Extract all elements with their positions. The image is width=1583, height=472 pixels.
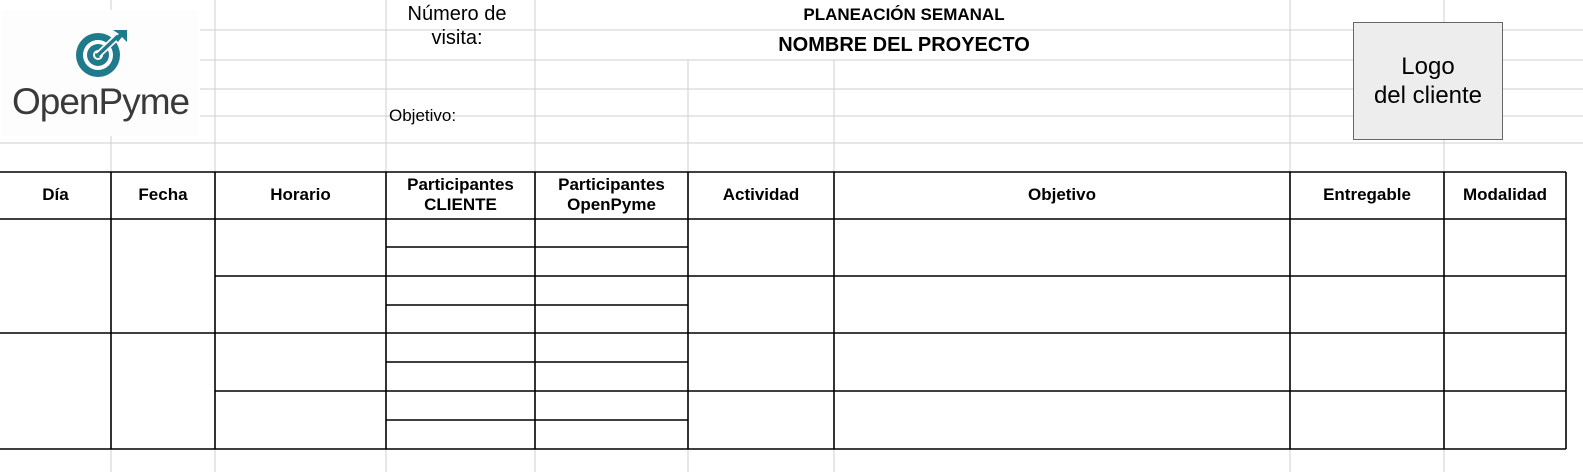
cell-participantes-openpyme[interactable] [535, 305, 688, 333]
cell-actividad[interactable] [688, 276, 834, 333]
cell-entregable[interactable] [1290, 333, 1444, 391]
cell-fecha-2[interactable] [111, 333, 215, 449]
cell-participantes-openpyme[interactable] [535, 247, 688, 276]
cell-participantes-openpyme[interactable] [535, 333, 688, 362]
column-header-modalidad: Modalidad [1462, 185, 1548, 204]
visit-label-line2: visita: [431, 27, 483, 49]
column-header-horario: Horario [270, 185, 331, 204]
column-header-dia: Día [42, 185, 69, 204]
cell-participantes-openpyme[interactable] [535, 276, 688, 305]
plan-title: PLANEACIÓN SEMANAL [803, 5, 1005, 24]
cell-participantes-cliente[interactable] [386, 420, 535, 449]
cell-horario[interactable] [215, 219, 386, 276]
cell-horario[interactable] [215, 391, 386, 449]
cell-objetivo[interactable] [834, 391, 1290, 449]
column-header-participantes-cliente [386, 172, 535, 218]
cell-fecha-1[interactable] [111, 219, 215, 333]
cell-participantes-cliente[interactable] [386, 391, 535, 420]
cell-participantes-cliente[interactable] [386, 305, 535, 333]
column-header-fecha: Fecha [138, 185, 188, 204]
cell-modalidad[interactable] [1444, 391, 1566, 449]
visit-label-line1: Número de [407, 3, 507, 25]
cell-objetivo[interactable] [834, 219, 1290, 276]
cell-horario[interactable] [215, 333, 386, 391]
header-line: OpenPyme [567, 195, 656, 214]
cell-dia-2[interactable] [0, 333, 111, 449]
column-header-entregable: Entregable [1323, 185, 1411, 204]
objective-label: Objetivo: [389, 106, 457, 125]
cell-participantes-openpyme[interactable] [535, 391, 688, 420]
cell-objetivo[interactable] [834, 333, 1290, 391]
cell-participantes-cliente[interactable] [386, 333, 535, 362]
cell-participantes-openpyme[interactable] [535, 362, 688, 391]
header-line: CLIENTE [424, 195, 497, 214]
cell-objetivo[interactable] [834, 276, 1290, 333]
cell-entregable[interactable] [1290, 219, 1444, 276]
brand-name: OpenPyme [12, 81, 190, 122]
cell-modalidad[interactable] [1444, 219, 1566, 276]
project-title: NOMBRE DEL PROYECTO [778, 34, 1030, 56]
column-header-participantes-openpyme [535, 172, 688, 218]
header-line: Participantes [407, 175, 514, 194]
cell-modalidad[interactable] [1444, 333, 1566, 391]
header-line: Participantes [558, 175, 665, 194]
client-logo-line2: del cliente [1373, 82, 1483, 109]
cell-entregable[interactable] [1290, 391, 1444, 449]
column-header-objetivo: Objetivo [1027, 185, 1096, 204]
cell-participantes-cliente[interactable] [386, 219, 535, 247]
cell-dia-1[interactable] [0, 219, 111, 333]
cell-participantes-openpyme[interactable] [535, 219, 688, 247]
column-header-actividad: Actividad [722, 185, 800, 204]
client-logo-line1: Logo [1401, 53, 1455, 80]
cell-participantes-cliente[interactable] [386, 276, 535, 305]
cell-actividad[interactable] [688, 219, 834, 276]
cell-entregable[interactable] [1290, 276, 1444, 333]
cell-actividad[interactable] [688, 333, 834, 391]
cell-modalidad[interactable] [1444, 276, 1566, 333]
cell-participantes-openpyme[interactable] [535, 420, 688, 449]
cell-actividad[interactable] [688, 391, 834, 449]
cell-participantes-cliente[interactable] [386, 362, 535, 391]
cell-horario[interactable] [215, 276, 386, 333]
cell-participantes-cliente[interactable] [386, 247, 535, 276]
